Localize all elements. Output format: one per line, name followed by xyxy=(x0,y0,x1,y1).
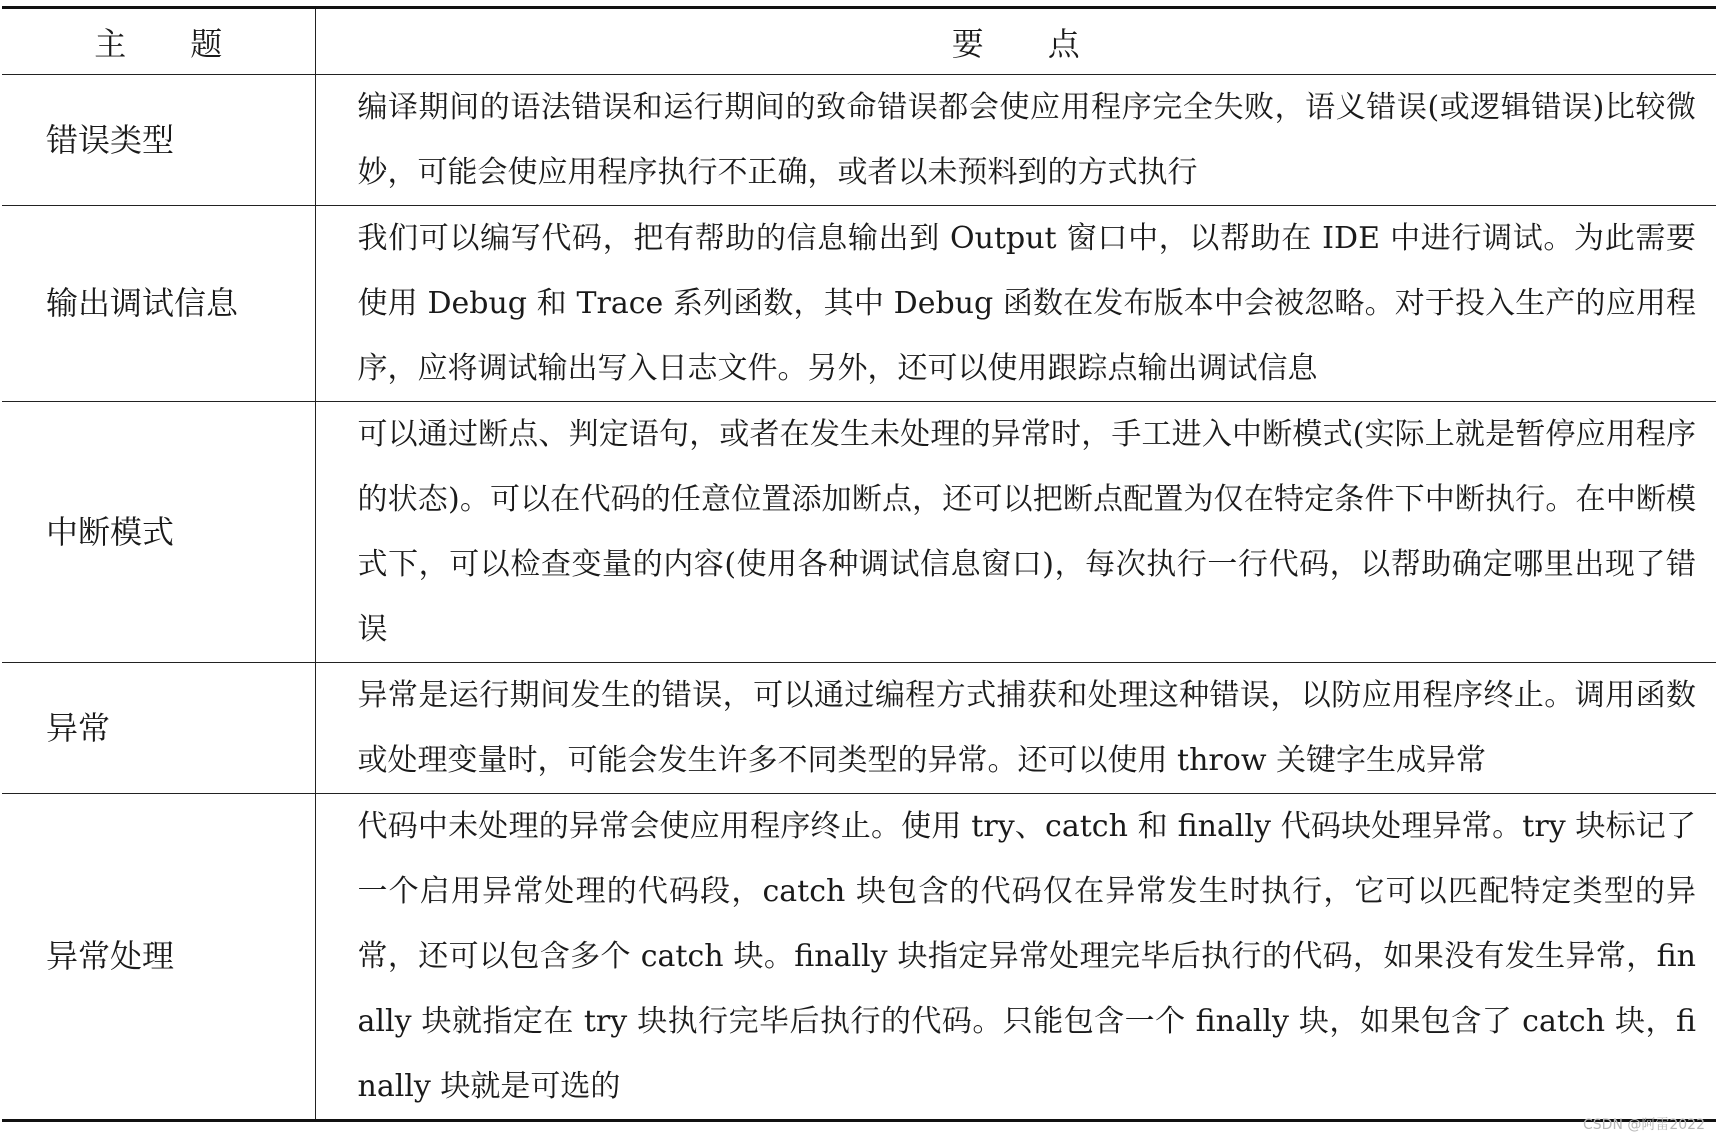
table-row xyxy=(2,663,1716,794)
row-points: 编译期间的语法错误和运行期间的致命错误都会使应用程序完全失败，语义错误(或逻辑错误)比较微妙，可能会使应用程序执行不正确，或者以未预料到的方式执行 xyxy=(315,75,1716,206)
summary-table xyxy=(2,6,1716,1122)
row-topic: 异常 xyxy=(2,663,315,794)
table-row xyxy=(2,794,1716,1121)
table-header-row xyxy=(2,8,1716,75)
row-points: 可以通过断点、判定语句，或者在发生未处理的异常时，手工进入中断模式(实际上就是暂停应用程序的状态)。可以在代码的任意位置添加断点，还可以把断点配置为仅在特定条件下中断执行。在中断模式下，可以检查变量的内容(使用各种调试信息窗口)，每次执行一行代码，以帮助确定哪里出现了错误 xyxy=(315,402,1716,663)
table-row xyxy=(2,206,1716,402)
row-points: 代码中未处理的异常会使应用程序终止。使用 try、catch 和 finally 代码块处理异常。try 块标记了一个启用异常处理的代码段，catch 块包含的代码仅在异常发生时执行，它可以匹配特定类型的异常，还可以包含多个 catch 块。finally 块指定异常处理完毕后执行的代码，如果没有发生异常，finally 块就指定在 try 块执行完毕后执行的代码。只能包含一个 finally 块，如果包含了 catch 块，finally 块就是可选的 xyxy=(315,794,1716,1121)
header-points: 要 点 xyxy=(315,8,1716,75)
table-row xyxy=(2,75,1716,206)
row-topic: 中断模式 xyxy=(2,402,315,663)
row-topic: 错误类型 xyxy=(2,75,315,206)
row-points: 异常是运行期间发生的错误，可以通过编程方式捕获和处理这种错误，以防应用程序终止。调用函数或处理变量时，可能会发生许多不同类型的异常。还可以使用 throw 关键字生成异常 xyxy=(315,663,1716,794)
row-topic: 异常处理 xyxy=(2,794,315,1121)
row-topic: 输出调试信息 xyxy=(2,206,315,402)
table-row xyxy=(2,402,1716,663)
header-topic: 主 题 xyxy=(2,8,315,75)
row-points: 我们可以编写代码，把有帮助的信息输出到 Output 窗口中，以帮助在 IDE 中进行调试。为此需要使用 Debug 和 Trace 系列函数，其中 Debug 函数在发布版本中会被忽略。对于投入生产的应用程序，应将调试输出写入日志文件。另外，还可以使用跟踪点输出调试信息 xyxy=(315,206,1716,402)
watermark: CSDN @阿雷2022 xyxy=(1583,1117,1705,1133)
